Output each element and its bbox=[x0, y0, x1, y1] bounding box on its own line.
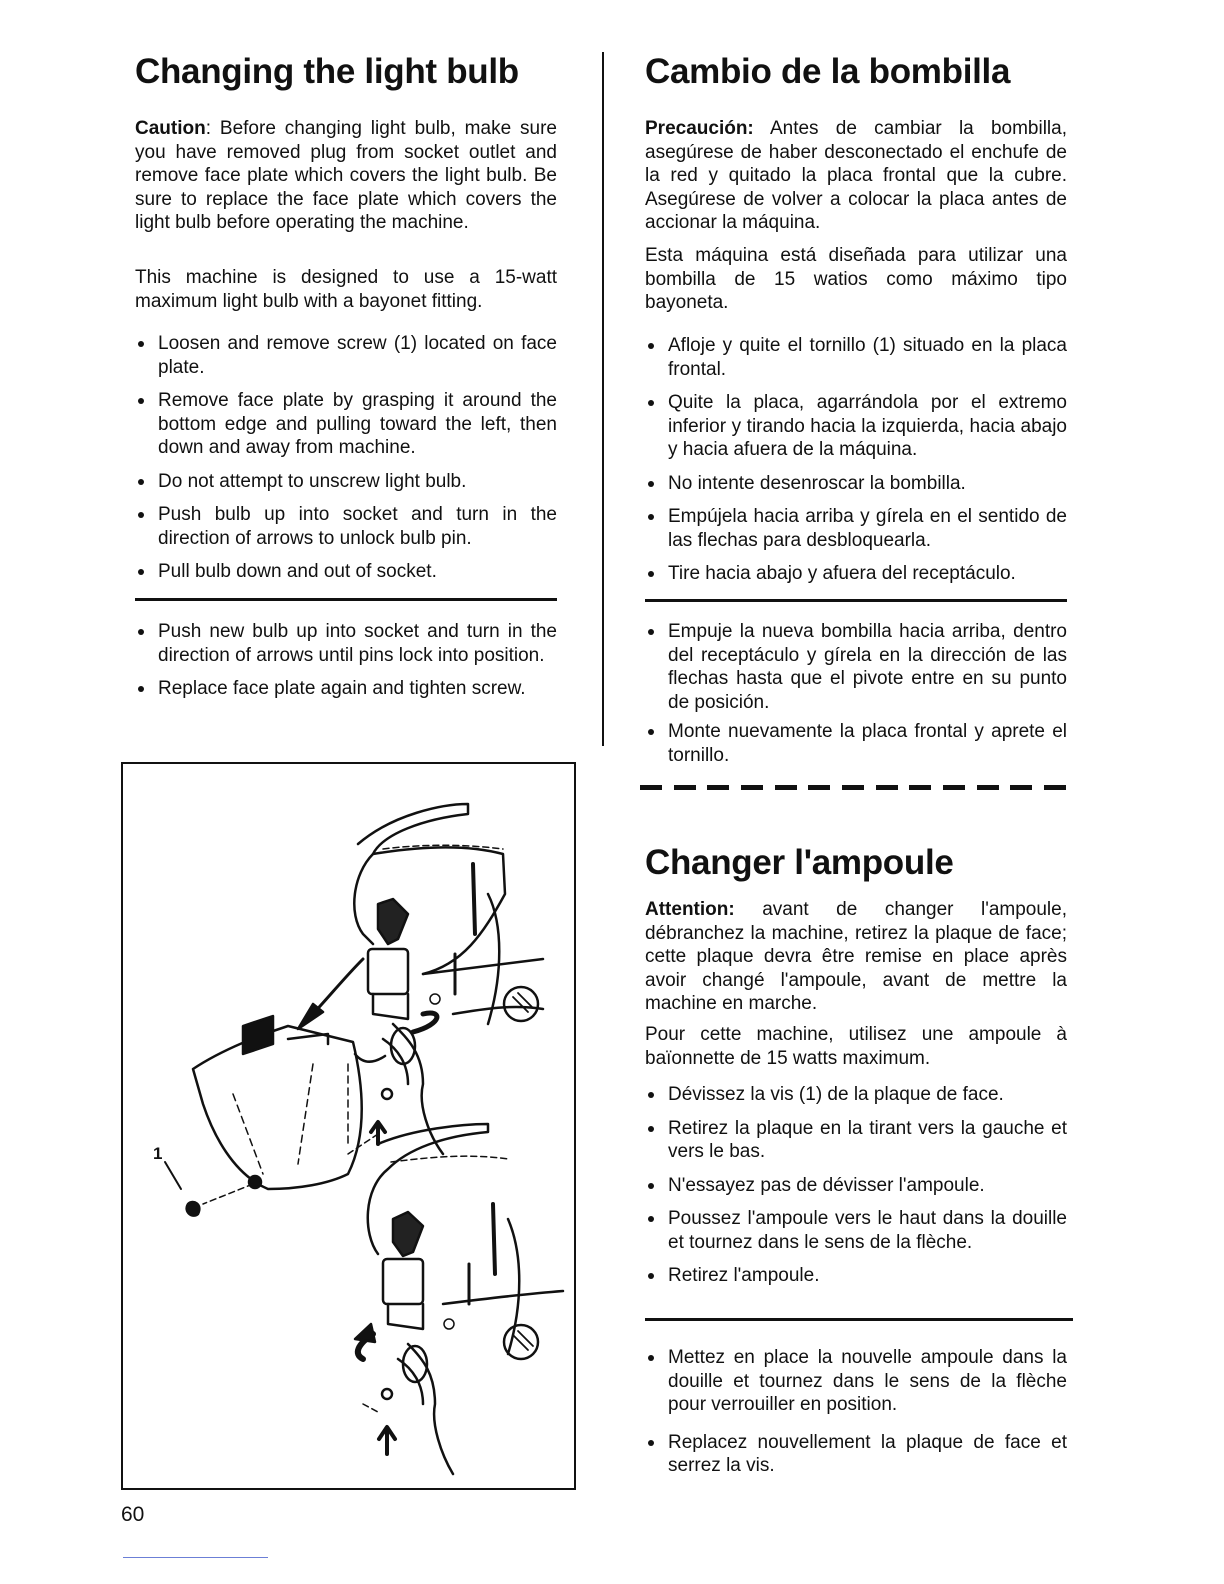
english-spec: This machine is designed to use a 15-watt maximum light bulb with a bayonet fitting. bbox=[135, 267, 557, 312]
bulb-socket bbox=[378, 899, 408, 944]
list-item: Mettez en place la nouvelle ampoule dans la douille et tournez dans le sens de la flèche pour verrouiller en position. bbox=[645, 1346, 1067, 1417]
french-caution-label: Attention: bbox=[645, 899, 735, 920]
spanish-remove-steps bbox=[645, 334, 1067, 586]
list-item: Retirez l'ampoule. bbox=[645, 1264, 1067, 1288]
page-number: 60 bbox=[121, 1503, 145, 1526]
french-spec: Pour cette machine, utilisez une ampoule à baïonnette de 15 watts maximum. bbox=[645, 1024, 1067, 1069]
french-caution-text: avant de changer l'ampoule, débranchez la machine, retirez la plaque de face; cette plaque devra être remise en place après avoir changé l'ampoule, avant de mettre la machine en marche. bbox=[645, 899, 1067, 1014]
spanish-caution bbox=[645, 117, 1067, 235]
english-caution-text: : Before changing light bulb, make sure you have removed plug from socket outlet and remove face plate which covers the light bulb. Be sure to replace the face plate which covers the light bulb before operating the machine. bbox=[135, 118, 557, 233]
callout-number: 1 bbox=[153, 1144, 163, 1163]
list-item: Monte nuevamente la placa frontal y aprete el tornillo. bbox=[645, 720, 1067, 767]
list-item: Quite la placa, agarrándola por el extremo inferior y tirando hacia la izquierda, hacia abajo y hacia afuera de la máquina. bbox=[645, 391, 1067, 462]
list-item: Replace face plate again and tighten screw. bbox=[135, 677, 557, 701]
list-item: N'essayez pas de dévisser l'ampoule. bbox=[645, 1174, 1067, 1198]
english-divider bbox=[135, 598, 557, 601]
french-install-steps bbox=[645, 1346, 1067, 1478]
spanish-install-steps bbox=[645, 620, 1067, 767]
list-item: Push new bulb up into socket and turn in the direction of arrows until pins lock into position. bbox=[135, 620, 557, 667]
spanish-caution-text: Antes de cambiar la bombilla, asegúrese de haber desconectado el enchufe de la red y quitado la placa frontal que la cubre. Asegúrese de volver a colocar la placa antes de accionar la máquina. bbox=[645, 118, 1067, 233]
english-install-steps bbox=[135, 620, 557, 701]
list-item: Retirez la plaque en la tirant vers la gauche et vers le bas. bbox=[645, 1117, 1067, 1164]
list-item: Pull bulb down and out of socket. bbox=[135, 560, 557, 584]
english-remove-steps bbox=[135, 332, 557, 584]
french-title: Changer l'ampoule bbox=[645, 843, 954, 882]
english-title: Changing the light bulb bbox=[135, 52, 519, 91]
rotate-arrow bbox=[413, 1013, 437, 1032]
list-item: Loosen and remove screw (1) located on face plate. bbox=[135, 332, 557, 379]
spanish-divider bbox=[645, 599, 1067, 602]
english-caution-label: Caution bbox=[135, 118, 206, 139]
spanish-spec: Esta máquina está diseñada para utilizar una bombilla de 15 watios como máximo tipo bayoneta. bbox=[645, 245, 1067, 313]
hand bbox=[393, 1024, 443, 1154]
machine-head-lower bbox=[368, 1124, 488, 1254]
list-item: Do not attempt to unscrew light bulb. bbox=[135, 470, 557, 494]
list-item: Replacez nouvellement la plaque de face et serrez la vis. bbox=[645, 1431, 1067, 1478]
list-item: Tire hacia abajo y afuera del receptáculo. bbox=[645, 562, 1067, 586]
spanish-caution-label: Precaución: bbox=[645, 118, 754, 139]
list-item: No intente desenroscar la bombilla. bbox=[645, 472, 1067, 496]
english-caution bbox=[135, 117, 557, 235]
list-item: Dévissez la vis (1) de la plaque de face. bbox=[645, 1083, 1067, 1107]
machine-drawing bbox=[123, 764, 574, 1488]
face-plate bbox=[193, 1026, 362, 1189]
list-item: Empújela hacia arriba y gírela en el sentido de las flechas para desbloquearla. bbox=[645, 505, 1067, 552]
bottom-link-line bbox=[123, 1557, 268, 1558]
list-item: Afloje y quite el tornillo (1) situado en la placa frontal. bbox=[645, 334, 1067, 381]
list-item: Empuje la nueva bombilla hacia arriba, dentro del receptáculo y gírela en la dirección de las flechas hasta que el pivote entre en su punto de posición. bbox=[645, 620, 1067, 714]
machine-head-upper bbox=[354, 804, 468, 944]
spanish-title: Cambio de la bombilla bbox=[645, 52, 1011, 91]
list-item: Push bulb up into socket and turn in the direction of arrows to unlock bulb pin. bbox=[135, 503, 557, 550]
column-divider bbox=[602, 52, 604, 746]
french-remove-steps bbox=[645, 1083, 1067, 1288]
list-item: Remove face plate by grasping it around the bottom edge and pulling toward the left, then down and away from machine. bbox=[135, 389, 557, 460]
screw bbox=[187, 1202, 200, 1216]
list-item: Poussez l'ampoule vers le haut dans la douille et tournez dans le sens de la flèche. bbox=[645, 1207, 1067, 1254]
language-separator-dashes bbox=[640, 785, 1066, 790]
light-bulb-illustration bbox=[121, 762, 576, 1490]
french-divider bbox=[645, 1318, 1073, 1321]
french-caution bbox=[645, 898, 1067, 1016]
